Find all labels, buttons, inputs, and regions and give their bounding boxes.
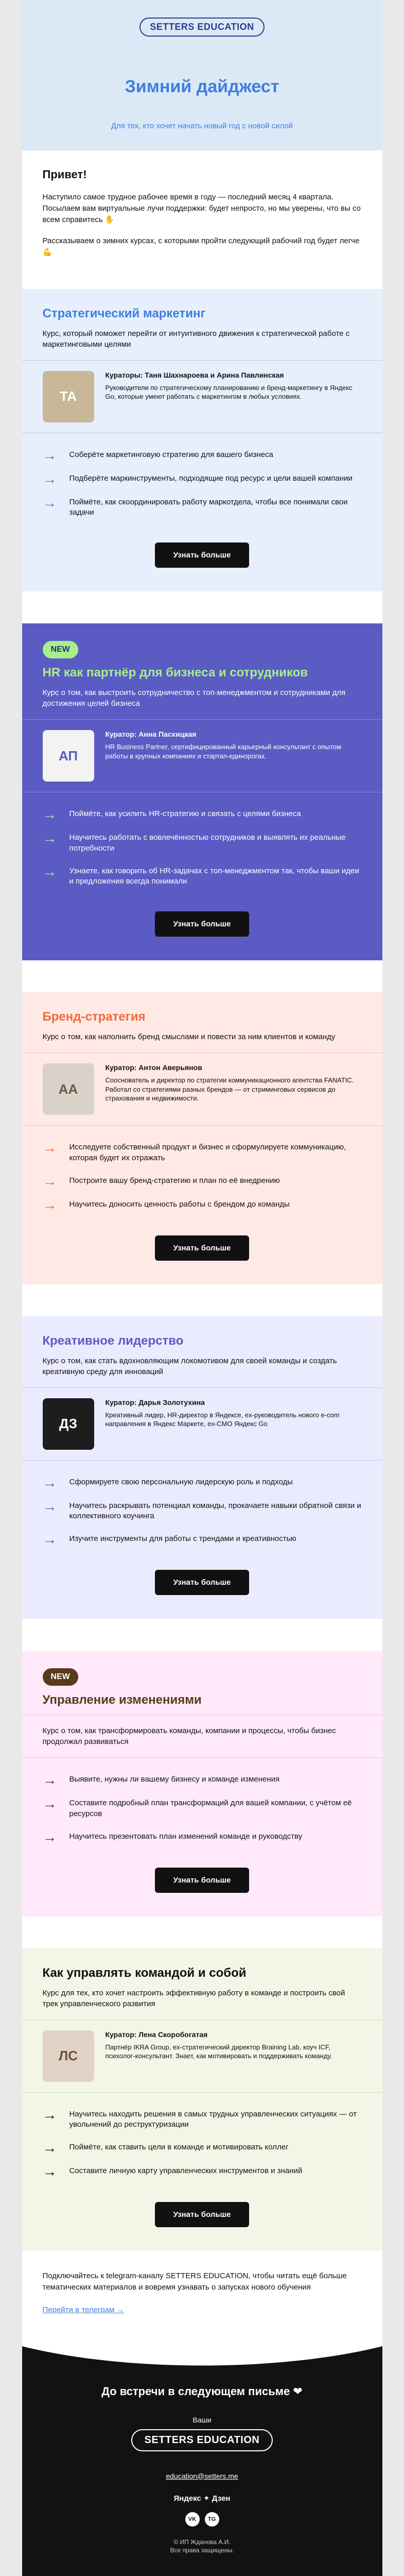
curator-bio: Креативный лидер, HR-директор в Яндексе, ex-руководитель нового e-com направления в Яндекс Маркете, ex-CMO Яндекс Go [105,1411,340,1428]
list-item: → Построите вашу бренд-стратегию и план по её внедрению [42,1173,280,1189]
arrow-right-icon: → [42,470,57,487]
arrow-right-icon: → [42,830,57,846]
list-item: → Узнаете, как говорить об HR-задачах с топ-менеджментом так, чтобы ваши идеи и предложения всегда понимали [42,863,359,886]
spacer [22,960,382,992]
telegram-icon[interactable]: TG [205,2512,219,2527]
brand-logo[interactable]: SETTERS EDUCATION [139,18,264,37]
curator-block [22,360,382,433]
telegram-text: Подключайтесь к telegram-каналу SETTERS EDUCATION, чтобы читать ещё больше тематических материалов и вовремя узнавать о запусках нового обучения [42,2272,347,2292]
spacer [22,1619,382,1651]
page-title: Зимний дайджест [125,77,279,96]
arrow-right-icon: → [42,447,57,463]
arrow-right-icon: → [42,1828,57,1845]
copyright: © ИП Жданова А.И. [173,2538,231,2546]
course-description: Курс о том, как стать вдохновляющим локомотивом для своей команды и создать креативную среду для инноваций [42,1356,337,1376]
course-creative-leadership [22,1316,382,1619]
list-item: → Изучите инструменты для работы с трендами и креативностью [42,1531,296,1548]
course-hr-partner [22,623,382,960]
zen-link[interactable]: Яндекс ✦ Дзен [173,2494,231,2503]
list-item: → Научитесь находить решения в самых трудных управленческих ситуациях — от увольнений до реструктуризации [42,2106,357,2129]
course-title: HR как партнёр для бизнеса и сотрудников [42,666,308,680]
course-strategic-marketing [22,289,382,592]
intro-paragraph-2: Рассказываем о зимних курсах, с которыми пройти следующий рабочий год будет легче 💪 [42,236,360,257]
arrow-right-icon: → [42,1140,57,1156]
telegram-link[interactable]: Перейти в телеграм → [42,2305,125,2314]
arrow-right-icon: → [42,1795,57,1812]
email-container [22,0,382,2576]
curator-bio: Сооснователь и директор по стратегии коммуникационного агентства FANATIC. Работал со стратегиями разных брендов — от стриминговых сервисов до страхования и недвижимости. [105,1076,354,1103]
list-item: → Поймёте, как усилить HR-стратегию и связать с целями бизнеса [42,806,301,823]
curator-bio: Руководители по стратегическому планированию и бренд-маркетингу в Яндекс Go, которые умеют работать с маркетингом в любых условиях. [105,383,353,401]
vk-icon[interactable]: VK [185,2512,200,2527]
telegram-block [22,2251,382,2341]
avatar: АА [43,1063,94,1115]
avatar: ЛС [43,2030,94,2082]
greeting: Привет! [42,168,87,181]
course-description: Курс для тех, кто хочет настроить эффективную работу в команде и построить свой трек управленческого развития [42,1988,345,2008]
spacer [22,1917,382,1948]
curator-block [22,1387,382,1461]
learn-more-button[interactable]: Узнать больше [155,1235,250,1261]
arrow-right-icon: → [42,863,57,879]
footer-wave-shape [22,2341,382,2372]
learn-more-button[interactable]: Узнать больше [155,911,250,937]
arrow-right-icon: → [42,494,57,511]
avatar: ТА [43,371,94,422]
course-description: Курс о том, как трансформировать команды, компании и процессы, чтобы бизнес продолжал развиваться [22,1715,382,1757]
course-points [22,1461,382,1557]
header [22,0,382,150]
list-item: → Сформируете свою персональную лидерскую роль и подходы [42,1474,293,1490]
arrow-right-icon: → [42,1173,57,1189]
curator-name: Куратор: Дарья Золотухина [105,1398,205,1406]
arrow-right-icon: → [42,806,57,823]
course-description: Курс о том, как выстроить сотрудничество с топ-менеджментом и сотрудниками для достижения целей бизнеса [42,688,346,708]
avatar: АП [43,730,94,782]
course-points [22,433,382,530]
list-item: → Составите подробный план трансформаций для вашей компании, с учётом её ресурсов [42,1795,352,1818]
spacer [22,1284,382,1316]
list-item: → Составите личную карту управленческих инструментов и знаний [42,2163,303,2180]
learn-more-button[interactable]: Узнать больше [155,1868,250,1893]
list-item: → Поймёте, как ставить цели в команде и мотивировать коллег [42,2140,289,2156]
footer [22,2342,382,2576]
list-item: → Научитесь доносить ценность работы с брендом до команды [42,1196,290,1213]
spacer [22,591,382,623]
course-description: Курс о том, как наполнить бренд смыслами и повести за ним клиентов и команду [42,1032,336,1042]
curator-name: Кураторы: Таня Шахнароева и Арина Павлинская [105,370,284,379]
social-icons [43,2512,362,2527]
curator-block [22,719,382,792]
new-badge: NEW [43,1668,78,1686]
curator-name: Куратор: Анна Пасхицкая [105,730,197,739]
list-item: → Соберёте маркетинговую стратегию для вашего бизнеса [42,447,273,463]
list-item: → Научитесь работать с вовлечённостью сотрудников и выявлять их реальные потребности [42,830,346,853]
course-title: Как управлять командой и собой [42,1965,247,1980]
course-title: Креативное лидерство [42,1333,184,1348]
course-title: Стратегический маркетинг [42,306,206,320]
arrow-right-icon: → [42,2163,57,2180]
arrow-right-icon: → [42,2106,57,2123]
page-subtitle: Для тех, кто хочет начать новый год с новой силой [111,122,293,130]
list-item: → Научитесь раскрывать потенциал команды, прокачаете навыки обратной связи и коллективного коучинга [42,1498,361,1520]
intro [22,150,382,289]
curator-block [22,2020,382,2093]
list-item: → Поймёте, как скоординировать работу маркотдела, чтобы все понимали свои задачи [42,494,348,517]
footer-heading: До встречи в следующем письме ❤ [101,2384,303,2398]
arrow-right-icon: → [42,1474,57,1490]
arrow-right-icon: → [42,1196,57,1213]
list-item: → Научитесь презентовать план изменений команде и руководству [42,1828,303,1845]
course-points [22,1126,382,1222]
list-item: → Подберёте маркинструменты, подходящие под ресурс и цели вашей компании [42,470,353,487]
curator-bio: Партнёр IKRA Group, ex-стратегический директор Braining Lab, коуч ICF, психолог-консультант. Знает, как мотивировать и поддерживать команду. [105,2043,332,2060]
footer-yours: Ваши [192,2415,212,2424]
course-title: Бренд-стратегия [42,1010,146,1024]
arrow-right-icon: → [42,2140,57,2156]
learn-more-button[interactable]: Узнать больше [155,2202,250,2227]
curator-block [22,1053,382,1126]
learn-more-button[interactable]: Узнать больше [155,1570,250,1595]
curator-name: Куратор: Лена Скоробогатая [105,2030,208,2039]
course-team-management [22,1948,382,2251]
new-badge: NEW [43,641,78,658]
arrow-right-icon: → [42,1498,57,1514]
course-points [22,2093,382,2189]
course-title: Управление изменениями [42,1693,202,1707]
rights-reserved: Все права защищены. [170,2547,234,2554]
footer-email-link[interactable]: education@setters.me [166,2471,238,2480]
course-points [22,792,382,898]
curator-bio: HR Business Partner, сертифицированный карьерный консультант с опытом работы в крупных компаниях и стартап-единорогах. [105,743,341,760]
course-change-management [22,1651,382,1917]
curator-name: Куратор: Антон Аверьянов [105,1063,202,1072]
arrow-right-icon: → [42,1531,57,1548]
intro-paragraph-1: Наступило самое трудное рабочее время в году — последний месяц 4 квартала. Посылаем вам виртуальные лучи поддержки: будет непросто, но мы уверены, что вы со всем справитесь ✋ [42,193,361,224]
arrow-right-icon: → [42,1772,57,1788]
footer-brand-logo[interactable]: SETTERS EDUCATION [131,2429,273,2451]
course-points [22,1757,382,1854]
course-brand-strategy [22,992,382,1284]
list-item: → Исследуете собственный продукт и бизнес и сформулируете коммуникацию, которая будет их отражать [42,1140,346,1162]
avatar: ДЗ [43,1398,94,1450]
course-description: Курс, который поможет перейти от интуитивного движения к стратегической работе с маркетинговыми целями [42,329,350,349]
learn-more-button[interactable]: Узнать больше [155,543,250,568]
list-item: → Выявите, нужны ли вашему бизнесу и команде изменения [42,1772,280,1788]
